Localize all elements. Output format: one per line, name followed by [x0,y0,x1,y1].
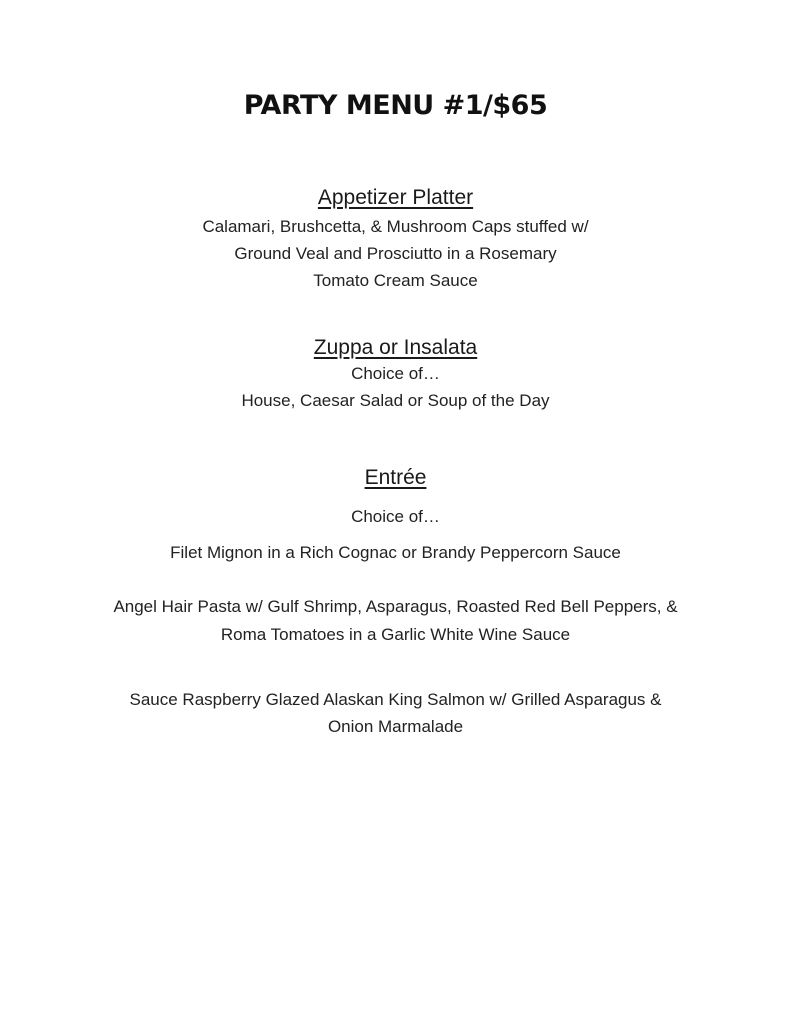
entree-item-line: Sauce Raspberry Glazed Alaskan King Salmon w/ Grilled Asparagus & [129,690,662,709]
entree-choice: Choice of… [351,507,440,526]
entree-item-line: Roma Tomatoes in a Garlic White Wine Sauce [220,625,571,644]
entree-item-line: Angel Hair Pasta w/ Gulf Shrimp, Asparagus, Roasted Red Bell Peppers, & [113,597,678,616]
entree-item-line: Onion Marmalade [327,717,464,736]
appetizer-heading: Appetizer Platter [317,186,474,209]
menu-title: PARTY MENU #1/$65 [243,90,548,121]
appetizer-line: Tomato Cream Sauce [313,271,478,290]
zuppa-heading: Zuppa or Insalata [313,336,478,359]
zuppa-line: House, Caesar Salad or Soup of the Day [241,391,550,410]
zuppa-line: Choice of… [351,364,440,383]
appetizer-line: Calamari, Brushcetta, & Mushroom Caps stuffed w/ [202,217,589,236]
entree-heading: Entrée [364,466,427,489]
appetizer-line: Ground Veal and Prosciutto in a Rosemary [234,244,557,263]
entree-item-line: Filet Mignon in a Rich Cognac or Brandy Peppercorn Sauce [170,543,621,562]
